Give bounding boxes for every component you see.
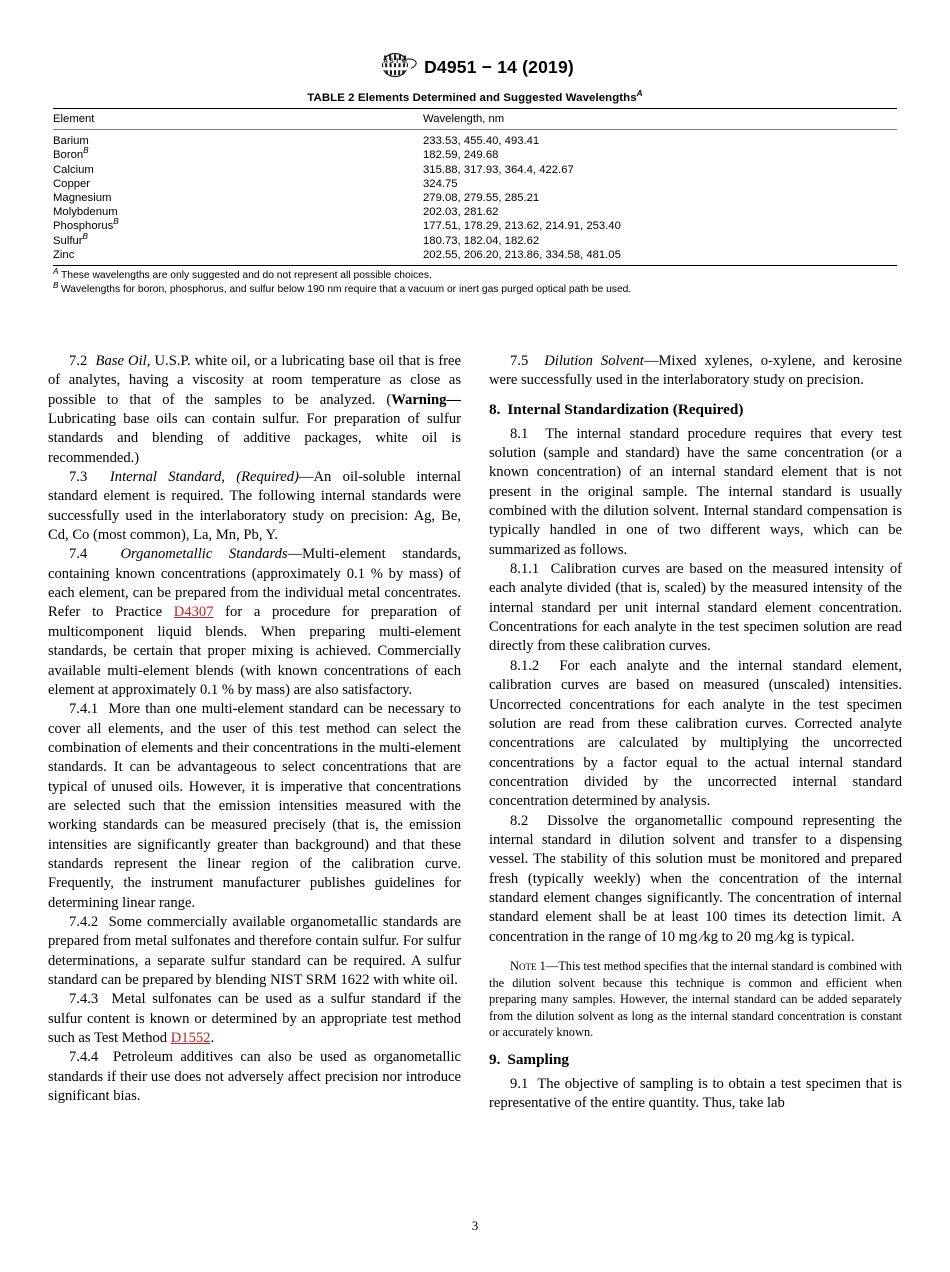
paragraph-7-4 [48, 545, 461, 700]
footnote-text-b: Wavelengths for boron, phosphorus, and sulfur below 190 nm require that a vacuum or inert gas purged optical path be used. [60, 284, 632, 296]
paragraph-text-continued: . [210, 1030, 215, 1047]
element-name: Molybdenum [53, 206, 118, 219]
paragraph-7-4-4 [48, 1048, 461, 1106]
section-title: Internal Standardization (Required) [507, 400, 744, 418]
table-body [53, 130, 897, 265]
paragraph-text: The objective of sampling is to obtain a test specimen that is representative of the entire quantity. Thus, take lab [489, 1075, 902, 1112]
paragraph-7-2 [48, 352, 461, 468]
paragraph-text: —An oil-soluble internal standard element is required. The following internal standards were successfully used in the interlaboratory study on precision: Ag, Be, Cd, Co (most common), La, Mn, Pb, Y. [48, 469, 461, 544]
element-footnote-marker: B [83, 146, 89, 156]
element-name: Calcium [53, 163, 94, 176]
note-1 [489, 947, 902, 1041]
paragraph-7-5 [489, 352, 902, 391]
cell-element [53, 148, 423, 162]
paragraph-text: —Multi-element standards, containing known concentrations (approximately 0.1 % by mass) of each element, can be prepared from the individual metal concentrates. Refer to Practice [48, 546, 461, 621]
paragraph-number: 8.1.2 [510, 657, 540, 674]
cell-wavelength: 202.55, 206.20, 213.86, 334.58, 481.05 [423, 248, 621, 261]
running-head [0, 52, 950, 83]
cell-element [53, 231, 423, 248]
element-name: Magnesium [53, 192, 112, 205]
table-caption-text: TABLE 2 Elements Determined and Suggested Wavelengths [307, 92, 637, 104]
table-caption [53, 89, 897, 108]
right-column [489, 352, 902, 1114]
elements-table-body [53, 130, 897, 265]
footnote-marker-b: B [53, 280, 59, 290]
element-name: Boron [53, 149, 84, 162]
left-column [48, 352, 461, 1114]
table-row [53, 148, 897, 162]
paragraph-8-1 [489, 425, 902, 560]
paragraph-number: 8.2 [510, 812, 529, 829]
standard-designation: D4951 − 14 (2019) [424, 57, 574, 77]
table-footnote-b [53, 280, 897, 297]
paragraph-number: 7.2 [69, 353, 88, 369]
paragraph-text: More than one multi-element standard can be necessary to cover all elements, and the user of this test method can select the combination of elements and their concentrations in the multi-element standards. It can be advantageous to select concentrations that are typical of unused oils. However, it is imperative that concentrations are selected such that the emission intensities measured with the working standards can be measured precisely (that is, the emission intensities are significantly greater than background) and that these standards represent the linear region of the calibration curve. Frequently, the instrument manufacturer publishes guidelines for determining linear range. [48, 701, 461, 911]
paragraph-text: U.S.P. white oil, or a lubricating base oil that is free of analytes, having a viscosity at room temperature as close as possible to that of the samples to be analyzed. ( [48, 353, 461, 408]
paragraph-number: 8.1 [510, 425, 529, 442]
table-head [53, 109, 897, 129]
paragraph-number: 7.5 [510, 353, 529, 369]
paragraph-8-1-1 [489, 560, 902, 657]
svg-text:M: M [401, 58, 408, 66]
paragraph-number: 7.4.1 [69, 701, 99, 718]
cell-wavelength: 324.75 [423, 177, 458, 190]
section-heading-9 [489, 1041, 902, 1075]
table-footnote-a [53, 266, 897, 283]
paragraph-8-1-2 [489, 657, 902, 812]
note-label: Note [510, 958, 537, 973]
table-row [53, 248, 897, 265]
paragraph-7-4-1 [48, 700, 461, 913]
note-number: 1— [536, 958, 559, 973]
cell-wavelength: 315.88, 317.93, 364.4, 422.67 [423, 163, 574, 176]
paragraph-text: Petroleum additives can also be used as organometallic standards if their use does not adversely affect precision nor introduce significant bias. [48, 1049, 461, 1105]
element-footnote-marker: B [113, 217, 119, 227]
table-row [53, 219, 897, 233]
column-header-element: Element [53, 113, 95, 125]
note-text: This test method specifies that the internal standard is combined with the dilution solvent because this technique is common and efficient when preparing many samples. However, the internal standard can be added separately from the dilution solvent as long as the internal standard concentration is constant or accurately known. [489, 958, 903, 1040]
table-footnotes [53, 266, 897, 297]
table-row [53, 163, 897, 177]
paragraph-number: 7.4.2 [69, 913, 99, 930]
cell-wavelength: 233.53, 455.40, 493.41 [423, 135, 540, 148]
footnote-marker-a: A [53, 266, 59, 276]
element-name: Barium [53, 135, 89, 148]
body-columns [48, 352, 902, 1114]
paragraph-text: For each analyte and the internal standard element, calibration curves are based on measured (unscaled) intensities. Uncorrected concentrations for each analyte in the test specimen solution are read from these calibration curves. Corrected analyte concentrations are calculated by multiplying the uncorrected concentrations by a factor equal to the actual internal standard concentration divided by the uncorrected internal standard concentration determined by analysis. [489, 657, 902, 810]
paragraph-title: Dilution Solvent [544, 353, 644, 369]
cell-wavelength: 180.73, 182.04, 182.62 [423, 234, 540, 247]
table-row [53, 234, 897, 248]
svg-text:T: T [395, 58, 400, 66]
warning-label: Warning— [391, 391, 461, 408]
table-2 [53, 89, 897, 297]
cell-element [53, 163, 423, 177]
paragraph-7-4-2 [48, 913, 461, 990]
element-footnote-marker: B [82, 231, 88, 241]
cell-element [53, 191, 423, 205]
table-caption-footnote-marker: A [636, 89, 643, 99]
paragraph-title: Organometallic Standards [120, 546, 288, 563]
element-name: Copper [53, 177, 91, 190]
paragraph-text-continued: for a procedure for preparation of multicomponent liquid blends. When preparing multi-element standards, be certain that proper mixing is achieved. Commercially available multi-element blends (with known concentrations of each element at approximately 0.1 % by mass) are also satisfactory. [48, 604, 461, 698]
elements-table [53, 109, 897, 129]
paragraph-9-1 [489, 1075, 902, 1114]
element-name: Phosphorus [53, 220, 114, 233]
paragraph-text: Metal sulfonates can be used as a sulfur standard if the sulfur content is known or determined by an appropriate test method such as Test Method [48, 991, 461, 1047]
cell-wavelength: 202.03, 281.62 [423, 206, 499, 219]
paragraph-text: —Mixed xylenes, o-xylene, and kerosine were successfully used in the interlaboratory study on precision. [489, 353, 902, 389]
paragraph-title: Internal Standard, (Required) [109, 469, 299, 486]
paragraph-7-4-3 [48, 990, 461, 1048]
paragraph-text: Calibration curves are based on the measured intensity of each analyte divided (that is, scaled) by the measured intensity of the internal standard per unit internal standard element concentration. Concentrations for each analyte in the test specimen solution are read directly from these calibration curves. [489, 561, 902, 655]
footnote-text-a: These wavelengths are only suggested and do not represent all possible choices. [60, 270, 432, 282]
cell-element [53, 130, 423, 148]
cell-element [53, 205, 423, 219]
cell-element [53, 177, 423, 191]
element-name: Sulfur [53, 234, 83, 247]
svg-text:S: S [389, 58, 395, 66]
cell-wavelength: 279.08, 279.55, 285.21 [423, 192, 540, 205]
table-header-row [53, 109, 897, 129]
table-row [53, 130, 897, 148]
cell-wavelength: 182.59, 249.68 [423, 149, 499, 162]
section-number: 9. [489, 1050, 501, 1068]
page-number: 3 [471, 1218, 479, 1233]
paragraph-7-3 [48, 468, 461, 545]
paragraph-number: 7.4 [69, 546, 88, 563]
paragraph-number: 7.3 [69, 469, 88, 486]
svg-text:A: A [383, 58, 389, 66]
paragraph-number: 8.1.1 [510, 561, 540, 578]
section-number: 8. [489, 400, 501, 418]
cell-element [53, 219, 423, 233]
cross-reference-d4307[interactable]: D4307 [173, 604, 214, 621]
paragraph-number: 7.4.4 [69, 1049, 99, 1066]
cell-element [53, 248, 423, 265]
paragraph-number: 9.1 [510, 1075, 529, 1092]
element-name: Zinc [53, 248, 75, 261]
paragraph-text: The internal standard procedure requires that every test solution (sample and standard) have the same concentration (or a known concentration) of an internal standard element that is not present in the original sample. The internal standard is usually combined with the dilution solvent. Internal standard compensation is typically handled in one of two different ways, which can be summarized as follows. [489, 425, 902, 558]
table-row [53, 177, 897, 191]
section-title: Sampling [507, 1050, 570, 1068]
astm-logo-icon [376, 52, 418, 83]
paragraph-text: Some commercially available organometallic standards are prepared from metal sulfonates and therefore contain sulfur. For sulfur determinations, a separate sulfur standard can be required. A sulfur standard can be prepared by blending NIST SRM 1622 with white oil. [48, 913, 461, 988]
paragraph-8-2 [489, 812, 902, 947]
paragraph-title: Base Oil, [95, 353, 151, 369]
section-heading-8 [489, 391, 902, 425]
paragraph-number: 7.4.3 [69, 991, 99, 1008]
column-header-wavelength: Wavelength, nm [423, 113, 505, 125]
paragraph-text-continued: Lubricating base oils can contain sulfur. For preparation of sulfur standards and blending of additive packages, white oil is recommended.) [48, 411, 461, 466]
paragraph-text: Dissolve the organometallic compound representing the internal standard in dilution solvent and transfer to a dispensing vessel. The stability of this solution must be monitored and prepared fresh (typically weekly) when the concentration of the internal standard element changes significantly. The concentration of internal standard element shall be at least 100 times its detection limit. A concentration in the range of 10 mg ⁄kg to 20 mg ⁄kg is typical. [489, 812, 902, 945]
cross-reference-d1552[interactable]: D1552 [170, 1030, 211, 1047]
table-row [53, 205, 897, 219]
table-row [53, 191, 897, 205]
cell-wavelength: 177.51, 178.29, 213.62, 214.91, 253.40 [423, 220, 621, 233]
